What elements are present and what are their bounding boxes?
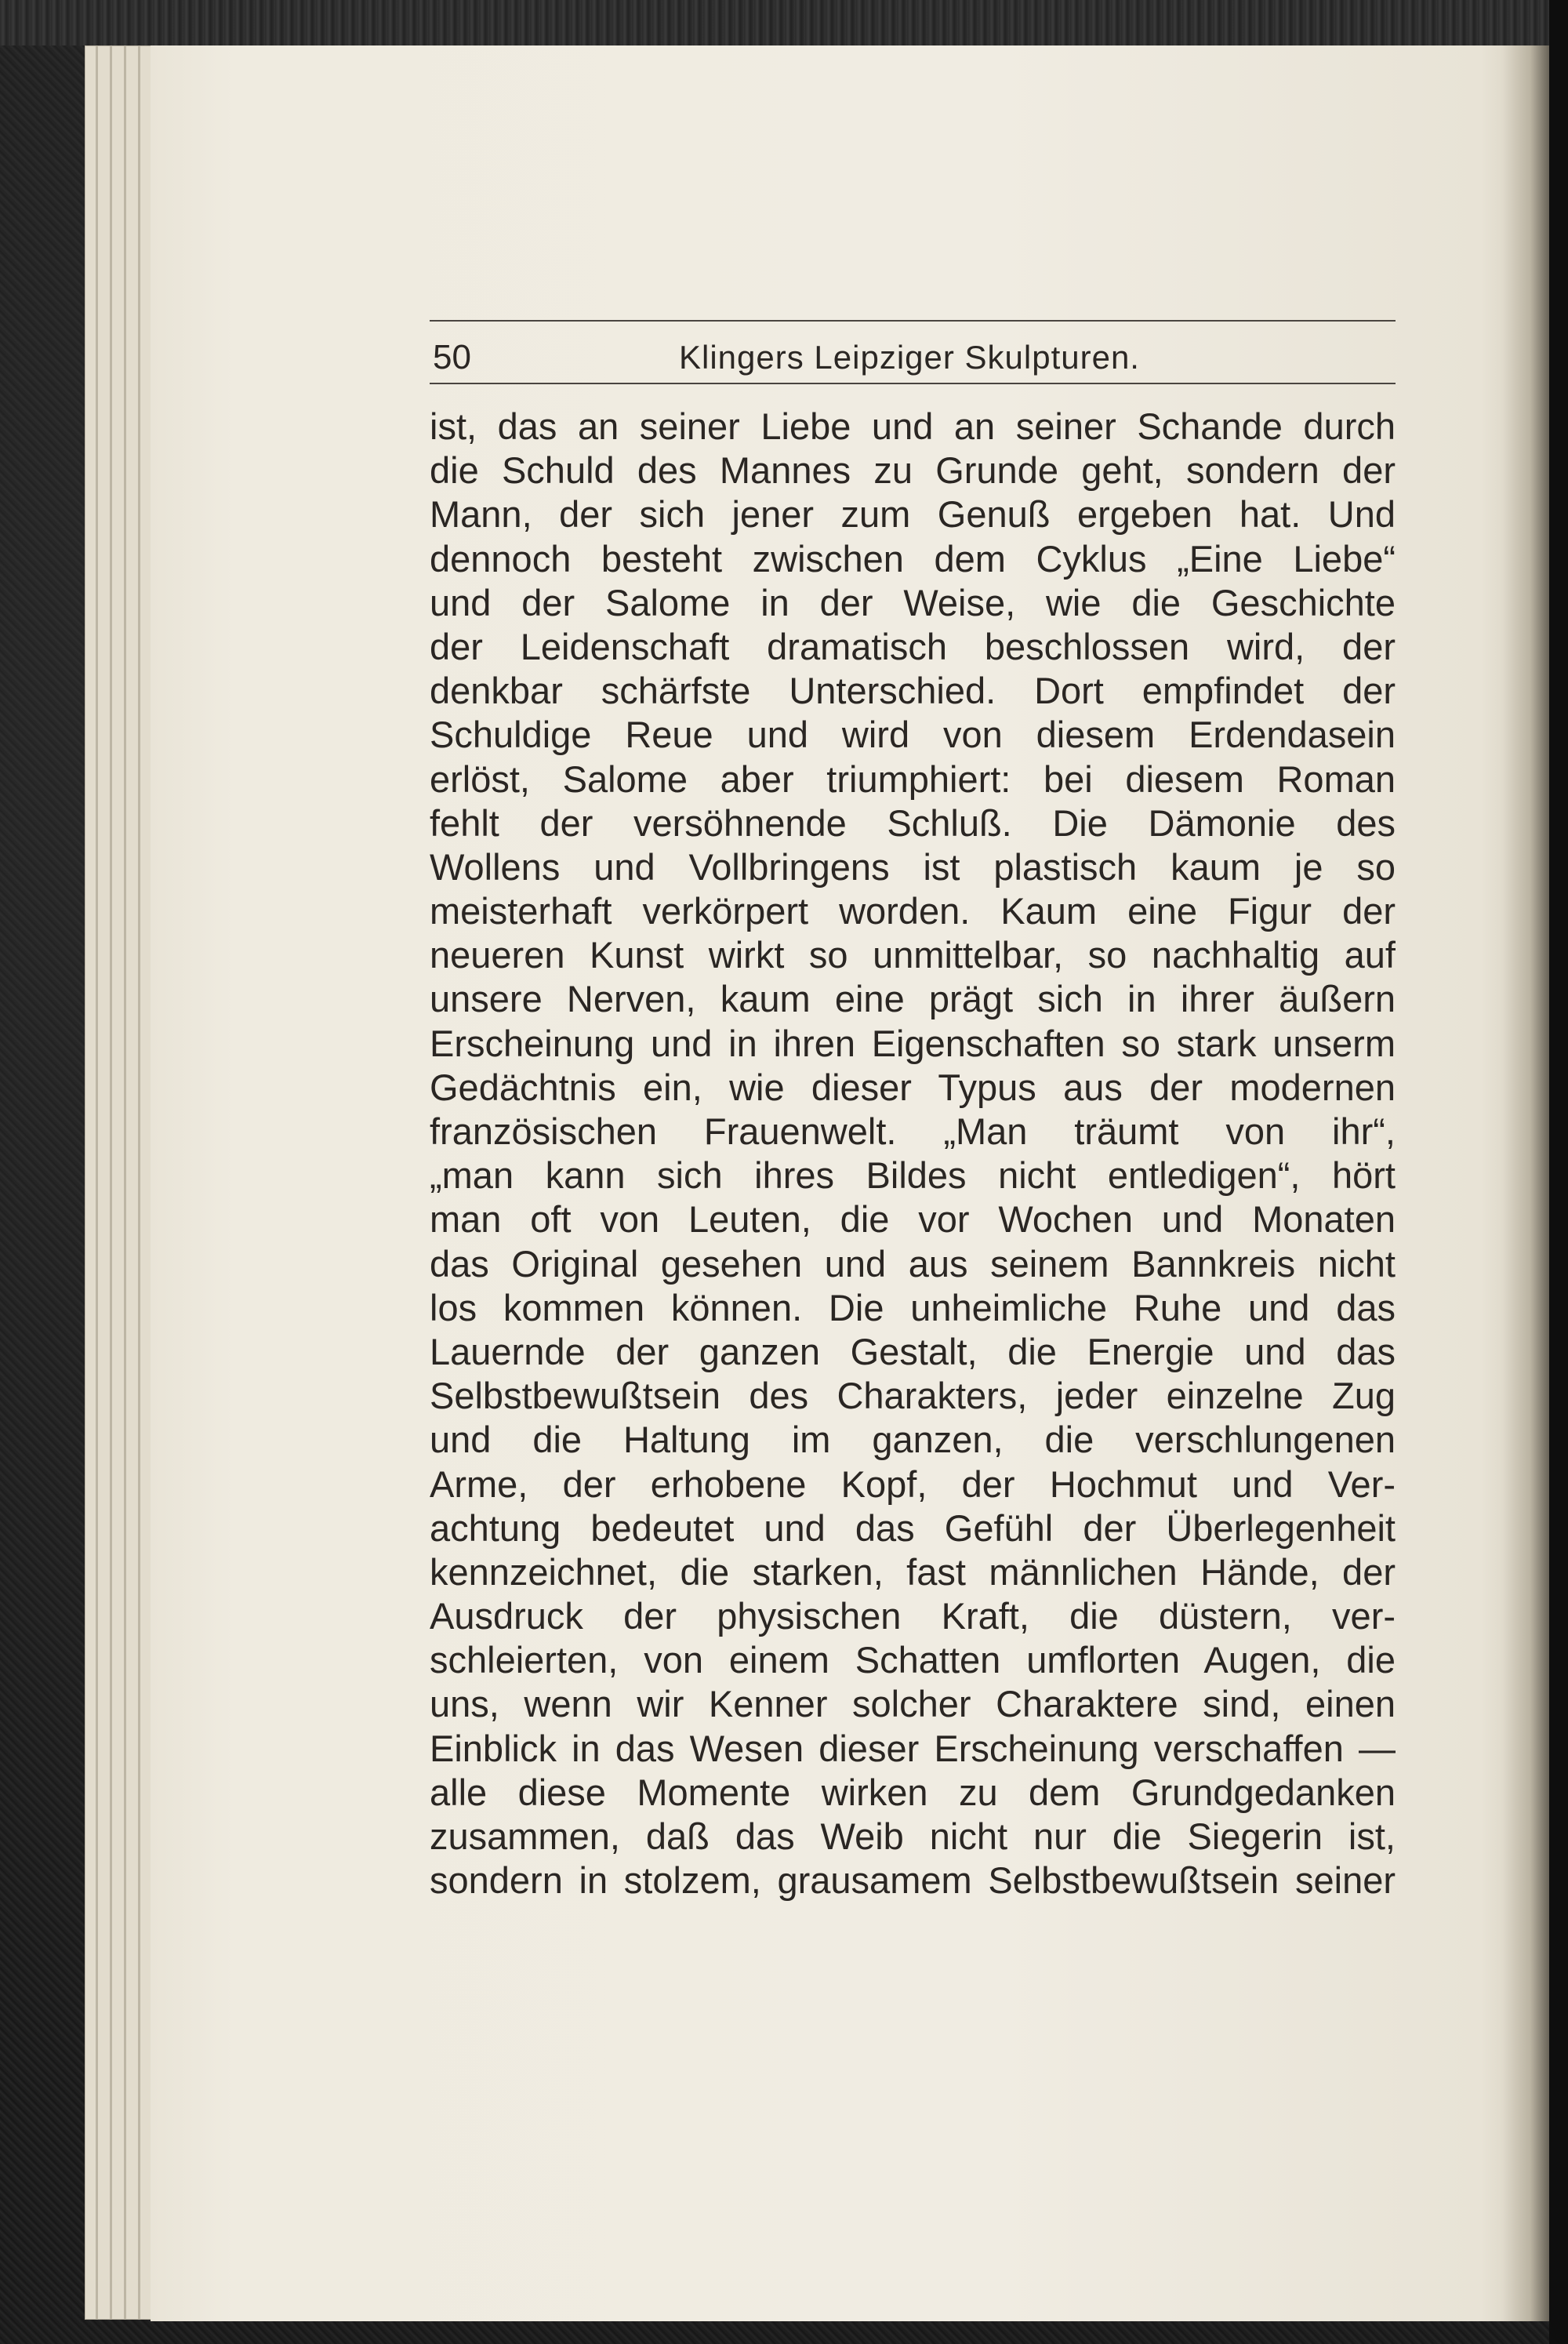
running-header <box>430 320 1396 386</box>
text-line: und der Salome in der Weise, wie die Geschichte <box>430 581 1396 623</box>
running-title: Klingers Leipziger Skulpturen. <box>679 339 1140 376</box>
page-edge <box>124 45 126 2320</box>
text-line: zusammen, daß das Weib nicht nur die Siegerin ist, <box>430 1815 1396 1857</box>
page-edge <box>138 45 140 2320</box>
book-cover-right-edge <box>1549 0 1568 2344</box>
text-line: meisterhaft verkörpert worden. Kaum eine Figur der <box>430 890 1396 932</box>
text-line: unsere Nerven, kaum eine prägt sich in ihrer äußern <box>430 978 1396 1020</box>
text-line: Mann, der sich jener zum Genuß ergeben hat. Und <box>430 493 1396 536</box>
page-edge <box>110 45 112 2320</box>
text-line: denkbar schärfste Unterschied. Dort empfindet der <box>430 670 1396 712</box>
text-line: erlöst, Salome aber triumphiert: bei diesem Roman <box>430 758 1396 800</box>
text-line: das Original gesehen und aus seinem Bannkreis nicht <box>430 1242 1396 1285</box>
text-line: und die Haltung im ganzen, die verschlungenen <box>430 1419 1396 1461</box>
book-cover-top-edge <box>0 0 1568 45</box>
text-line: achtung bedeutet und das Gefühl der Überlegenheit <box>430 1506 1396 1549</box>
page-number: 50 <box>433 338 471 376</box>
body-text <box>430 405 1396 1902</box>
text-line: ist, das an seiner Liebe und an seiner Schande durch <box>430 405 1396 447</box>
text-line: der Leidenschaft dramatisch beschlossen wird, der <box>430 625 1396 667</box>
text-line: Ausdruck der physischen Kraft, die düstern, ver- <box>430 1595 1396 1637</box>
text-line: Gedächtnis ein, wie dieser Typus aus der modernen <box>430 1066 1396 1108</box>
text-line: fehlt der versöhnende Schluß. Die Dämonie des <box>430 801 1396 844</box>
text-line: Erscheinung und in ihren Eigenschaften so stark unserm <box>430 1022 1396 1064</box>
text-line: los kommen können. Die unheimliche Ruhe und das <box>430 1286 1396 1328</box>
text-line: Schuldige Reue und wird von diesem Erdendasein <box>430 714 1396 756</box>
header-rule <box>430 383 1396 384</box>
text-line: schleierten, von einem Schatten umflorten Augen, die <box>430 1639 1396 1681</box>
text-line: neueren Kunst wirkt so unmittelbar, so nachhaltig auf <box>430 934 1396 976</box>
gutter-shadow <box>1502 45 1549 2321</box>
text-line: „man kann sich ihres Bildes nicht entledigen“, hört <box>430 1154 1396 1197</box>
text-line: Einblick in das Wesen dieser Erscheinung verschaffen — <box>430 1727 1396 1769</box>
text-line: kennzeichnet, die starken, fast männlichen Hände, der <box>430 1550 1396 1593</box>
text-line: Selbstbewußtsein des Charakters, jeder einzelne Zug <box>430 1375 1396 1417</box>
text-line: alle diese Momente wirken zu dem Grundgedanken <box>430 1771 1396 1813</box>
text-line: dennoch besteht zwischen dem Cyklus „Eine Liebe“ <box>430 537 1396 580</box>
text-line: französischen Frauenwelt. „Man träumt von ihr“, <box>430 1110 1396 1152</box>
text-line: Wollens und Vollbringens ist plastisch kaum je so <box>430 845 1396 888</box>
page-edge <box>96 45 98 2320</box>
text-line: Arme, der erhobene Kopf, der Hochmut und Ver- <box>430 1463 1396 1505</box>
text-line: Lauernde der ganzen Gestalt, die Energie und das <box>430 1330 1396 1372</box>
text-line: die Schuld des Mannes zu Grunde geht, sondern der <box>430 449 1396 492</box>
text-line: sondern in stolzem, grausamem Selbstbewußtsein seiner <box>430 1859 1396 1902</box>
text-line: uns, wenn wir Kenner solcher Charaktere sind, einen <box>430 1683 1396 1725</box>
text-line: man oft von Leuten, die vor Wochen und Monaten <box>430 1198 1396 1241</box>
